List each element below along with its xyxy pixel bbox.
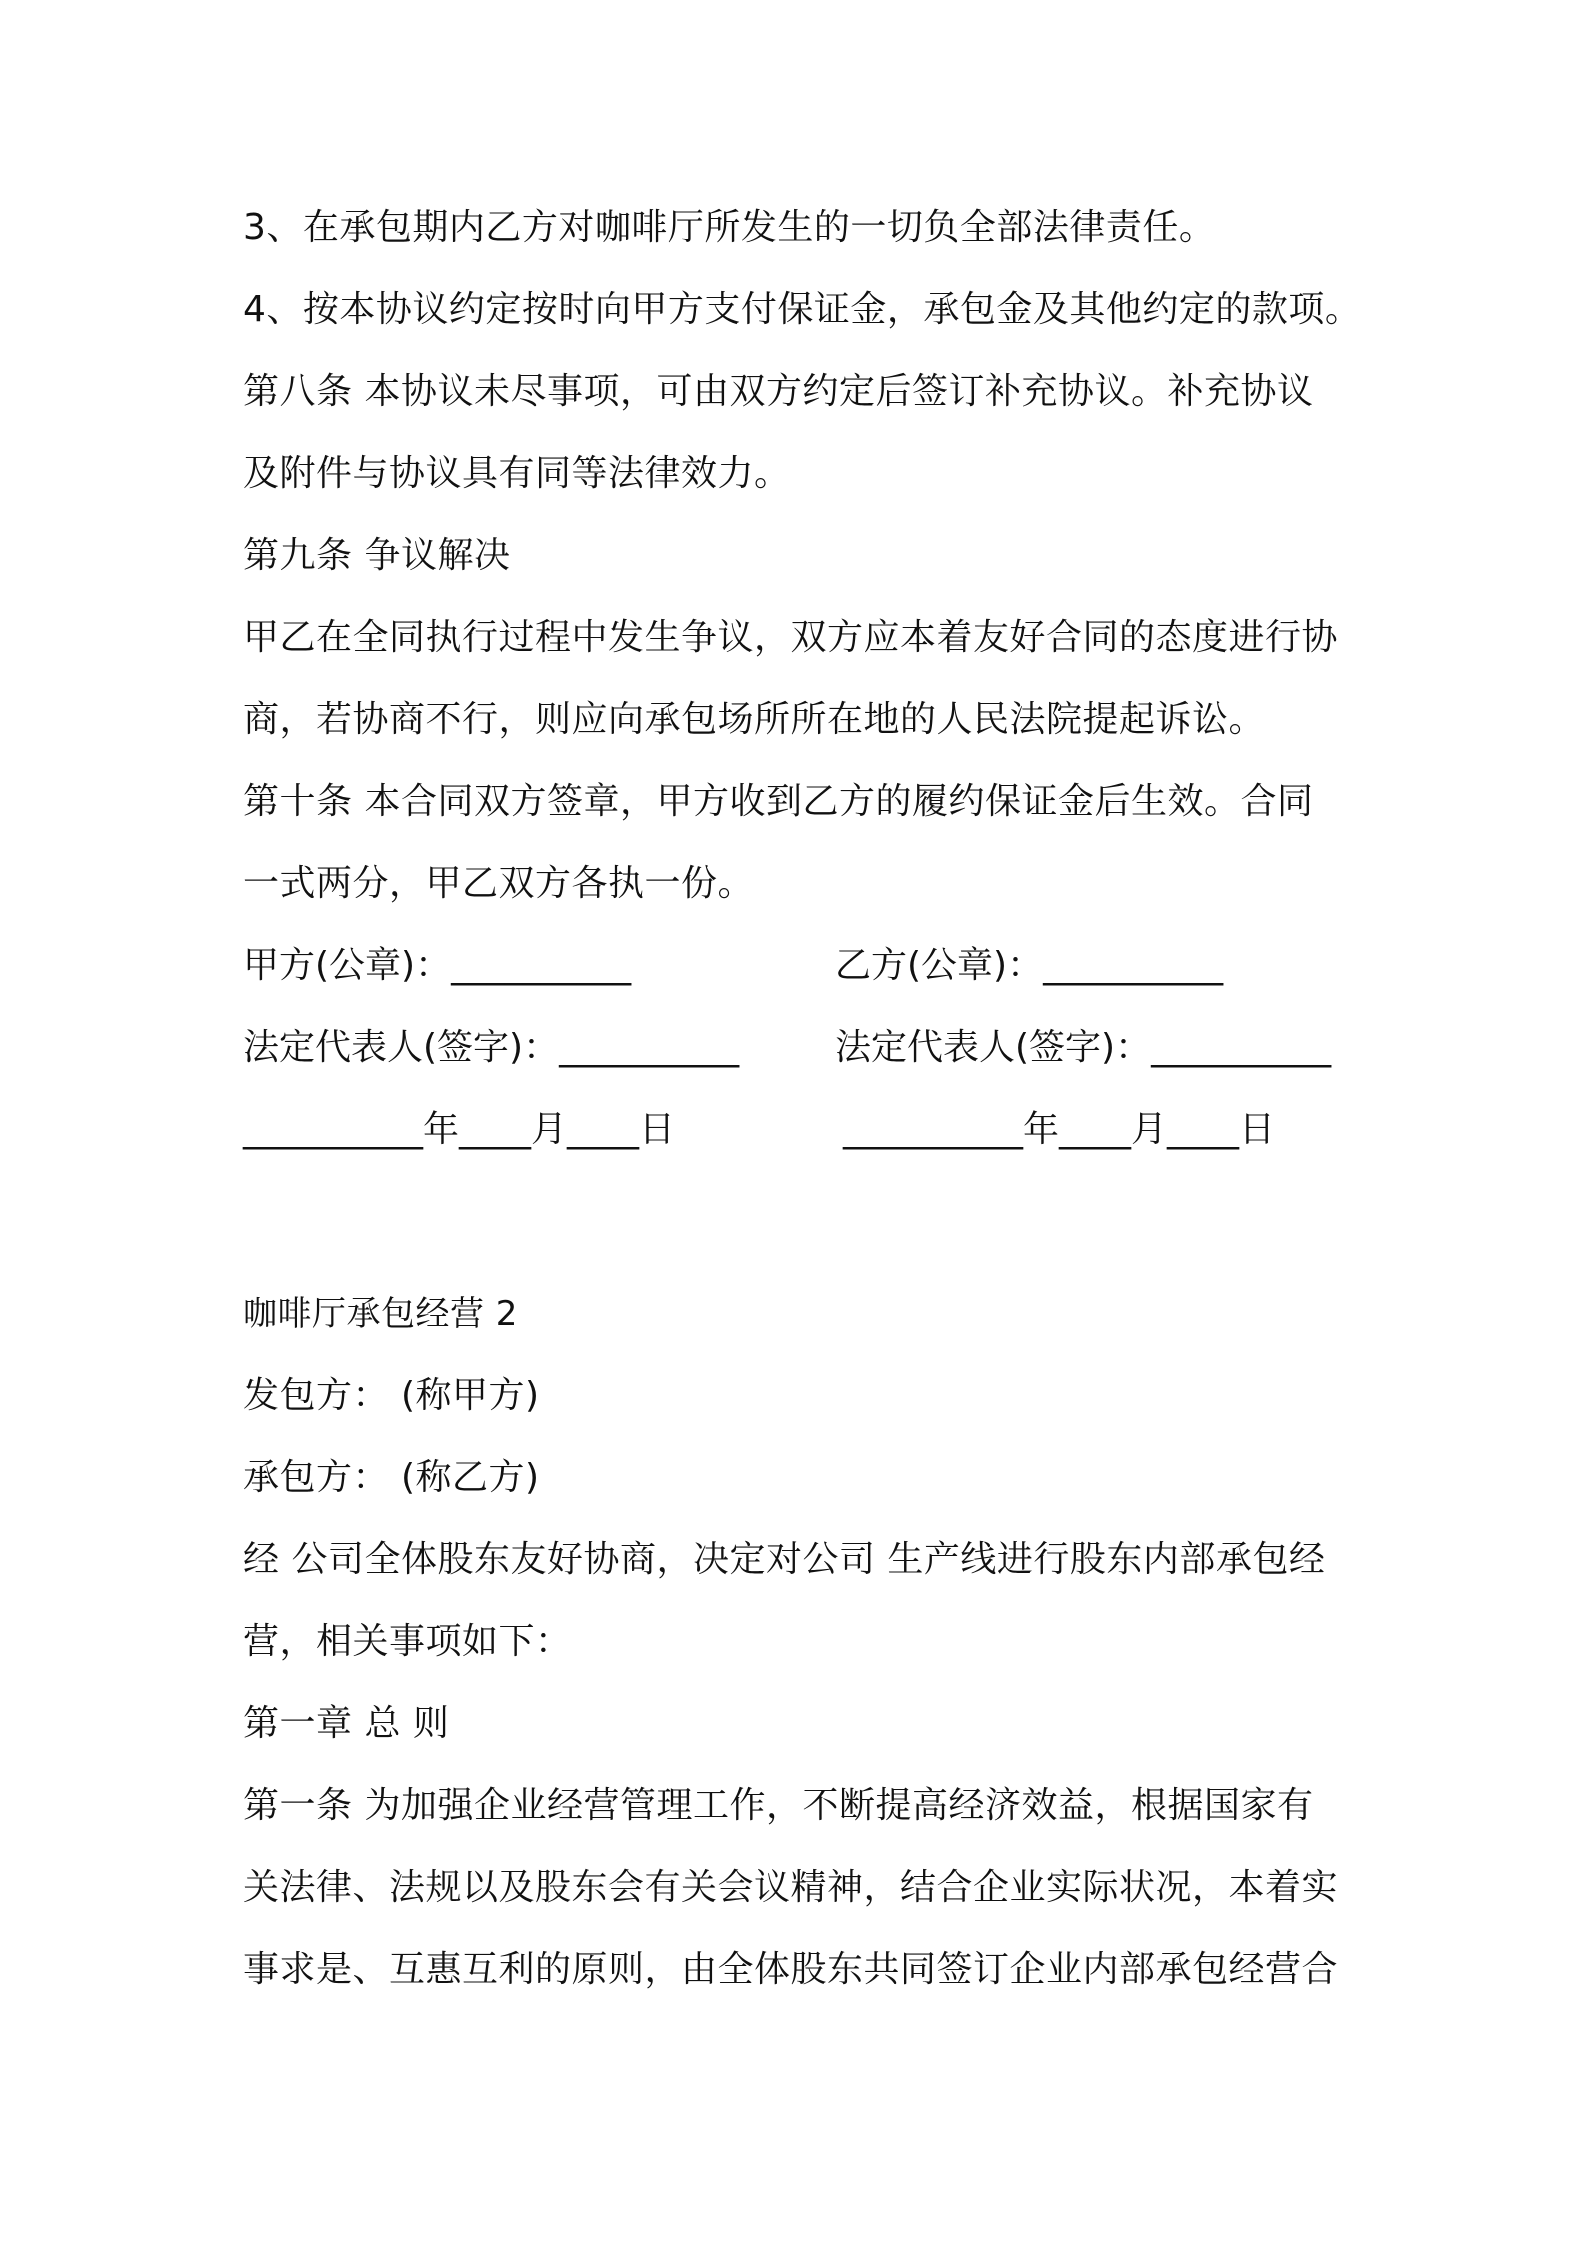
intro-line-2: 营，相关事项如下： [243,1621,572,1662]
party-b-date: __________年____月____日 [843,1109,1275,1150]
dispute-line-2: 商，若协商不行，则应向承包场所所在地的人民法院提起诉讼。 [243,699,1266,740]
intro-line-1: 经 公司全体股东友好协商，决定对公司 生产线进行股东内部承包经 [243,1539,1326,1580]
dispute-line-1: 甲乙在全同执行过程中发生争议，双方应本着友好合同的态度进行协 [243,617,1339,658]
article-1-line-2: 关法律、法规以及股东会有关会议精神，结合企业实际状况，本着实 [243,1867,1339,1908]
article-1-line-3: 事求是、互惠互利的原则，由全体股东共同签订企业内部承包经营合 [243,1949,1339,1990]
party-a-date: __________年____月____日 [243,1109,675,1150]
clause-liability: 3、在承包期内乙方对咖啡厅所发生的一切负全部法律责任。 [243,207,1216,248]
party-a-seal: 甲方(公章)：__________ [243,945,632,986]
clause-payment: 4、按本协议约定按时向甲方支付保证金，承包金及其他约定的款项。 [243,289,1362,330]
issuer-line: 发包方： (称甲方) [243,1375,540,1416]
contractor-line: 承包方： (称乙方) [243,1457,540,1498]
article-8-line-1: 第八条 本协议未尽事项，可由双方约定后签订补充协议。补充协议 [243,371,1314,412]
article-1-line-1: 第一条 为加强企业经营管理工作，不断提高经济效益，根据国家有 [243,1785,1314,1826]
chapter-1-heading: 第一章 总 则 [243,1703,450,1744]
article-8-line-2: 及附件与协议具有同等法律效力。 [243,453,791,494]
party-b-representative: 法定代表人(签字)：__________ [835,1027,1332,1068]
section-2-title: 咖啡厅承包经营 2 [243,1294,518,1334]
article-9-heading: 第九条 争议解决 [243,535,511,576]
article-10-line-2: 一式两分，甲乙双方各执一份。 [243,863,755,904]
article-10-line-1: 第十条 本合同双方签章，甲方收到乙方的履约保证金后生效。合同 [243,781,1314,822]
party-b-seal: 乙方(公章)：__________ [835,945,1224,986]
party-a-representative: 法定代表人(签字)：__________ [243,1027,740,1068]
